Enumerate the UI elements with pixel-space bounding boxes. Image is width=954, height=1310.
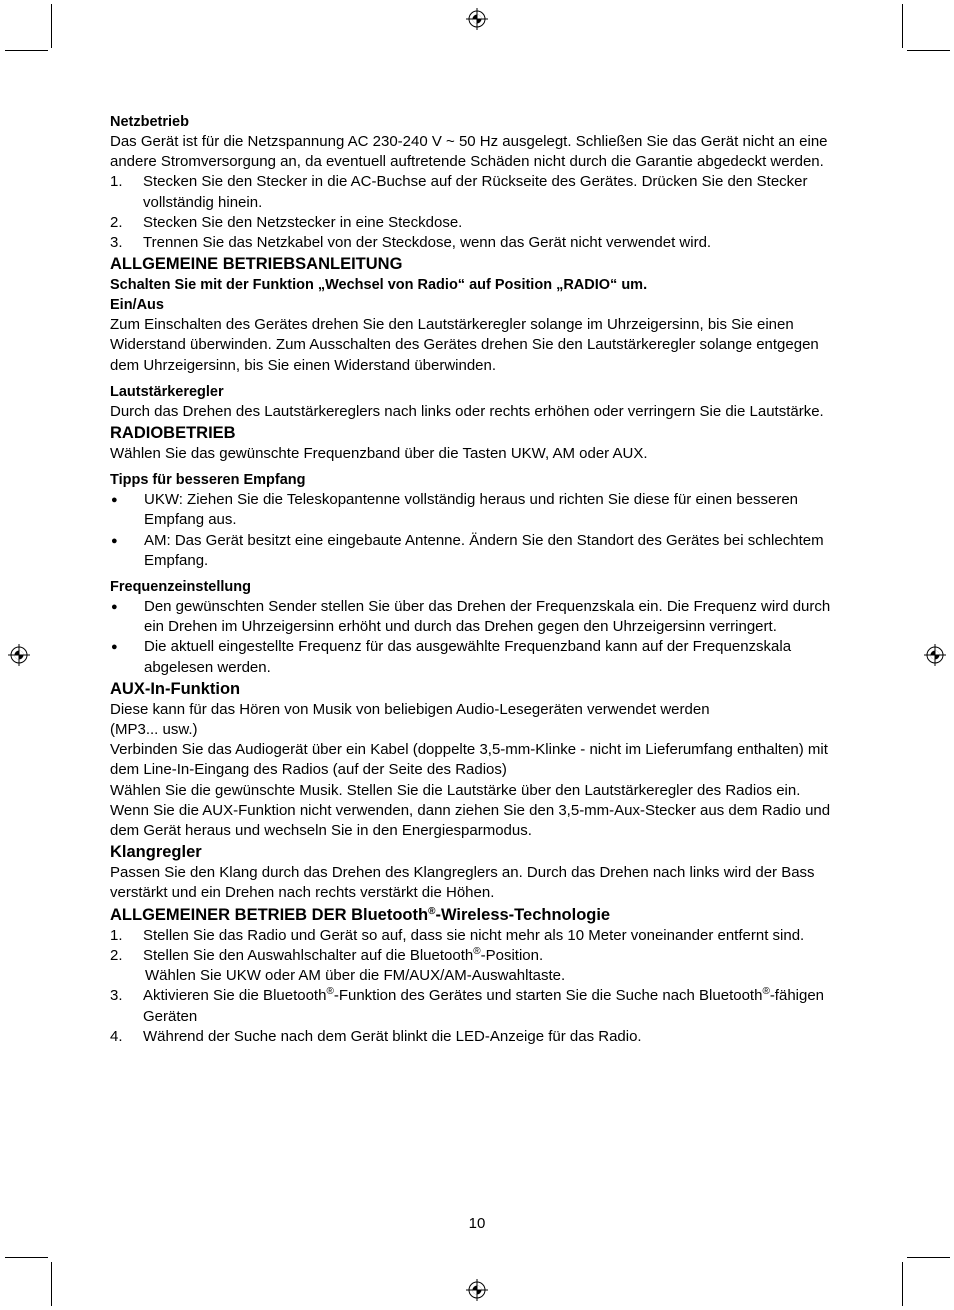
list-text: Trennen Sie das Netzkabel von der Steckdose, wenn das Gerät nicht verwendet wird.: [143, 234, 712, 252]
list-text: Während der Suche nach dem Gerät blinkt die LED-Anzeige für das Radio.: [143, 1027, 642, 1045]
paragraph: Das Gerät ist für die Netzspannung AC 230-240 V ~ 50 Hz ausgelegt. Schließen Sie das Gerät nicht an eine andere Stromversorgung an, da eventuell auftretende Schäden nicht durch die Garantie abgedeckt werden.: [110, 133, 828, 171]
section-heading-radiobetrieb: RADIOBETRIEB: [110, 424, 236, 443]
crop-mark: [902, 1262, 903, 1306]
paragraph: Diese kann für das Hören von Musik von beliebigen Audio-Lesegeräten verwendet werden: [110, 700, 710, 718]
crop-mark: [907, 50, 950, 51]
list-item: [110, 172, 848, 212]
section-heading-allgemeine-betriebsanleitung: ALLGEMEINE BETRIEBSANLEITUNG: [110, 255, 403, 274]
paragraph: Zum Einschalten des Gerätes drehen Sie den Lautstärkeregler solange im Uhrzeigersinn, bis Sie einen Widerstand überwinden. Zum Ausschalten des Gerätes drehen Sie den Lautstärkeregler solange entgegen dem Uhrzeigersinn, bis Sie einen Widerstand überwinden.: [110, 316, 819, 374]
list-item-continuation: Wählen Sie UKW oder AM über die FM/AUX/AM-Auswahltaste.: [145, 967, 566, 985]
crop-mark: [51, 1262, 52, 1306]
list-number: 2.: [110, 213, 123, 231]
crop-mark: [5, 1257, 48, 1258]
list-text: Stecken Sie den Stecker in die AC-Buchse auf der Rückseite des Gerätes. Drücken Sie den Stecker vollständig hinein.: [143, 173, 808, 211]
subheading-tipps: Tipps für besseren Empfang: [110, 472, 306, 489]
bullet-icon: ●: [111, 641, 118, 654]
list-item: [110, 926, 848, 946]
list-text: Stellen Sie den Auswahlschalter auf die Bluetooth: [143, 946, 474, 964]
bullet-icon: ●: [111, 494, 118, 507]
list-text: Aktivieren Sie die Bluetooth: [143, 987, 327, 1005]
registered-mark: ®: [326, 986, 334, 998]
registration-mark-icon: [8, 644, 30, 666]
paragraph: Verbinden Sie das Audiogerät über ein Kabel (doppelte 3,5-mm-Klinke - nicht im Lieferumfang enthalten) mit dem Line-In-Eingang des Radios (auf der Seite des Radios): [110, 741, 828, 779]
list-text: AM: Das Gerät besitzt eine eingebaute Antenne. Ändern Sie den Standort des Gerätes bei schlechtem Empfang.: [144, 531, 824, 569]
registration-mark-icon: [466, 1279, 488, 1301]
list-item: [110, 637, 848, 677]
numbered-list: [110, 172, 848, 253]
list-item: [110, 213, 848, 233]
heading-text: -Wireless-Technologie: [435, 905, 611, 924]
list-text: Stellen Sie das Radio und Gerät so auf, dass sie nicht mehr als 10 Meter voneinander entfernt sind.: [143, 926, 805, 944]
page-content: [110, 112, 848, 1047]
list-item: [110, 946, 848, 966]
crop-mark: [5, 50, 48, 51]
bullet-icon: ●: [111, 534, 118, 547]
subheading-frequenzeinstellung: Frequenzeinstellung: [110, 579, 251, 596]
bullet-icon: ●: [111, 601, 118, 614]
bullet-list: [110, 597, 848, 678]
list-item: [110, 490, 848, 530]
paragraph: Wählen Sie das gewünschte Frequenzband über die Tasten UKW, AM oder AUX.: [110, 445, 648, 463]
list-item: [110, 597, 848, 637]
paragraph: (MP3... usw.): [110, 721, 198, 739]
list-number: 1.: [110, 926, 123, 944]
list-number: 4.: [110, 1027, 123, 1045]
list-text: -fähigen Geräten: [143, 987, 825, 1025]
section-heading-bluetooth: [110, 904, 848, 926]
bullet-list: [110, 490, 848, 571]
registration-mark-icon: [466, 8, 488, 30]
crop-mark: [907, 1257, 950, 1258]
heading-text: ALLGEMEINER BETRIEB DER Bluetooth: [110, 905, 429, 924]
page-number: 10: [468, 1215, 486, 1232]
paragraph: Durch das Drehen des Lautstärkereglers nach links oder rechts erhöhen oder verringern Sie die Lautstärke.: [110, 402, 824, 420]
list-text: -Funktion des Gerätes und starten Sie die Suche nach Bluetooth: [333, 987, 763, 1005]
paragraph: Wählen Sie die gewünschte Musik. Stellen Sie die Lautstärke über den Lautstärkeregler des Radios ein.: [110, 781, 801, 799]
registered-mark: ®: [473, 945, 481, 957]
list-number: 3.: [110, 234, 123, 252]
list-item: [110, 233, 848, 253]
crop-mark: [902, 4, 903, 48]
registration-mark-icon: [924, 644, 946, 666]
registered-mark: ®: [762, 986, 770, 998]
subheading-lautstaerkeregler: Lautstärkeregler: [110, 383, 224, 400]
list-item: [110, 1027, 848, 1047]
registered-mark: ®: [428, 905, 436, 917]
list-text: -Position.: [480, 946, 544, 964]
list-item: [110, 986, 848, 1026]
paragraph: Wenn Sie die AUX-Funktion nicht verwenden, dann ziehen Sie den 3,5-mm-Aux-Stecker aus dem Radio und dem Gerät heraus und wechseln Sie in den Energiesparmodus.: [110, 801, 831, 840]
section-heading-aux: AUX-In-Funktion: [110, 679, 241, 698]
list-number: 1.: [110, 173, 123, 191]
crop-mark: [51, 4, 52, 48]
list-text: Die aktuell eingestellte Frequenz für das ausgewählte Frequenzband kann auf der Frequenzskala abgelesen werden.: [144, 638, 792, 676]
list-text: UKW: Ziehen Sie die Teleskopantenne vollständig heraus und richten Sie diese für einen besseren Empfang aus.: [144, 491, 799, 529]
list-text: Stecken Sie den Netzstecker in eine Steckdose.: [143, 213, 463, 231]
subheading-ein-aus: Ein/Aus: [110, 297, 164, 314]
numbered-list: [110, 926, 848, 1047]
list-number: 2.: [110, 946, 123, 964]
list-number: 3.: [110, 987, 123, 1005]
list-text: Den gewünschten Sender stellen Sie über das Drehen der Frequenzskala ein. Die Frequenz wird durch ein Drehen im Uhrzeigersinn erhöht und durch das Drehen gegen den Uhrzeigersinn verringert.: [144, 598, 831, 636]
bold-note: Schalten Sie mit der Funktion „Wechsel von Radio“ auf Position „RADIO“ um.: [110, 277, 648, 294]
section-heading-netzbetrieb: Netzbetrieb: [110, 114, 189, 130]
section-heading-klangregler: Klangregler: [110, 843, 202, 862]
list-item: [110, 531, 848, 571]
paragraph: Passen Sie den Klang durch das Drehen des Klangreglers an. Durch das Drehen nach links wird der Bass verstärkt und ein Drehen nach rechts verstärkt die Höhen.: [110, 864, 815, 902]
